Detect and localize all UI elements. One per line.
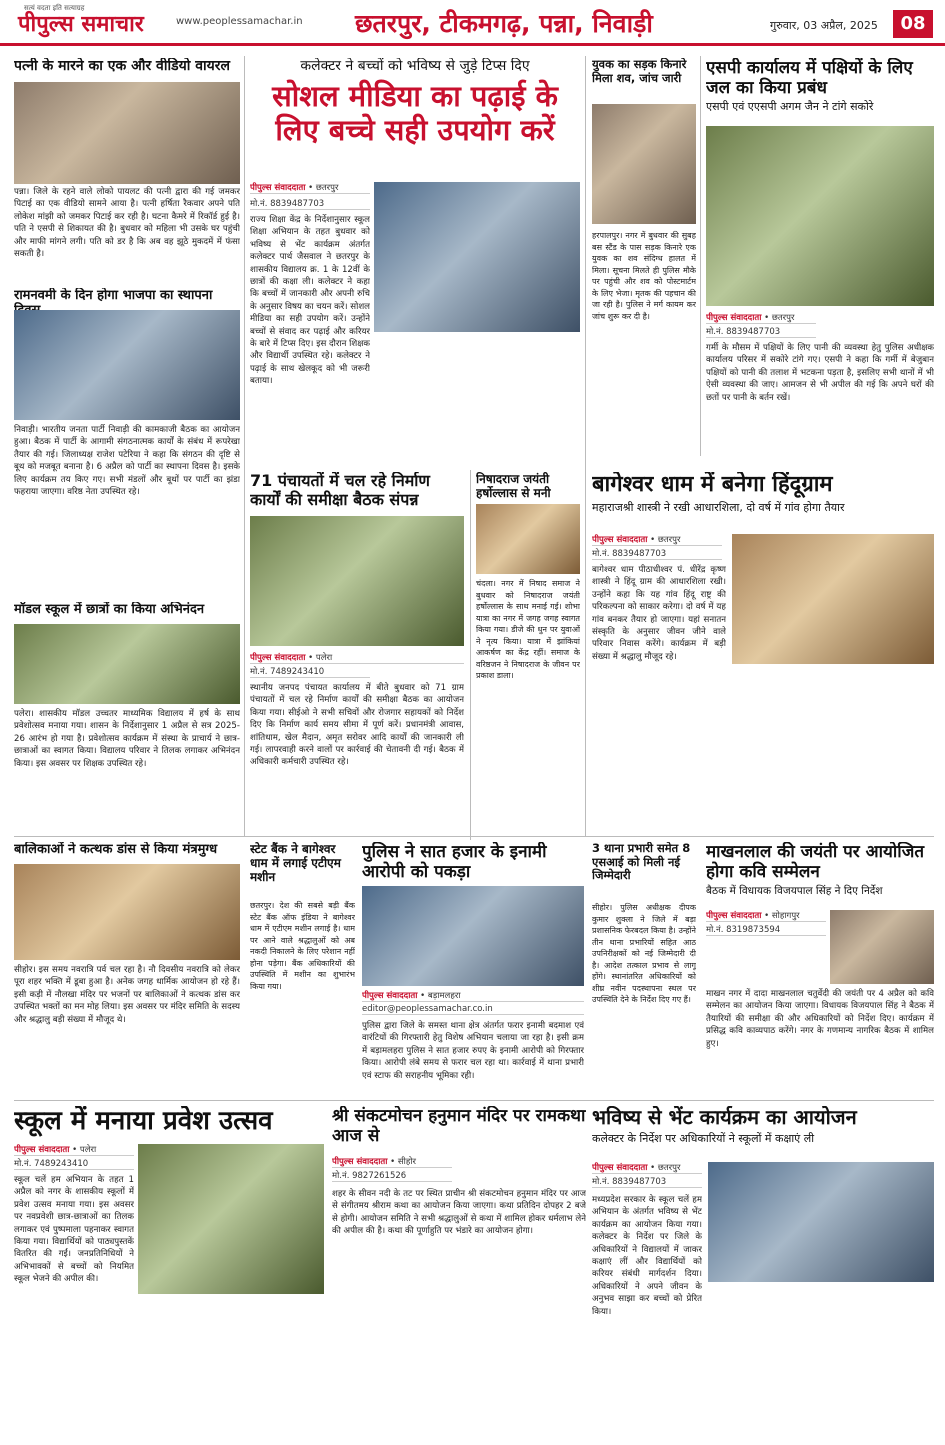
headline: 3 थाना प्रभारी समेत 8 एसआई को मिली नई जिम्मेदारी — [592, 842, 691, 883]
kicker: कलेक्टर ने बच्चों को भविष्य से जुड़े टिप्स दिए — [300, 58, 530, 74]
mobile-number: मो.नं. 8839487703 — [592, 1176, 702, 1188]
byline: पीपुल्स संवाददाता • पलेरा — [14, 1144, 134, 1156]
story-thana — [592, 842, 696, 1092]
headline: बागेश्वर धाम में बनेगा हिंदूग्राम — [592, 472, 833, 497]
story-body: सीहोर। इस समय नवरात्रि पर्व चल रहा है। नौ दिवसीय नवरात्रि को लेकर पूरा शहर भक्ति में डूबा हुआ है। अनेक जगह धार्मिक आयोजन हो रहे हैं। इसी कड़ी में नौलखा मंदिर पर भजनों पर बालिकाओं ने कत्थक डांस कर उपस्थित भक्तों का मन मोह लिया। इस अवसर पर मंदिर समिति के सदस्य और श्रद्धालु बड़ी संख्या में मौजूद थे। — [14, 965, 240, 1025]
mobile-number: मो.नं. 7489243410 — [250, 666, 370, 678]
story-photo — [14, 82, 240, 184]
byline: पीपुल्स संवाददाता • छतरपुर — [250, 182, 370, 194]
mobile-number: मो.नं. 8319873594 — [706, 924, 826, 936]
story-body: माखन नगर में दादा माखनलाल चतुर्वेदी की जयंती पर 4 अप्रैल को कवि सम्मेलन का आयोजन किया जाएगा। विधायक विजयपाल सिंह ने बैठक में तैयारियों की समीक्षा की और अधिकारियों को निर्देश दिए। कार्यक्रम में प्रसिद्ध कवि काव्यपाठ करेंगे। नगर के गणमान्य नागरिक बैठक में शामिल हुए। — [706, 989, 934, 1049]
story-body: बागेश्वर धाम पीठाधीश्वर पं. धीरेंद्र कृष्ण शास्त्री ने हिंदू ग्राम की आधारशिला रखी। उन्होंने कहा कि यह गांव हिंदू राष्ट्र की परिकल्पना को साकार करेगा। दो वर्ष में यह गांव बनकर तैयार हो जाएगा। यहां सनातन संस्कृति के अनुसार जीवन जीने वाले परिवार निवास करेंगे। कार्यक्रम में बड़ी संख्या में श्रद्धालु मौजूद रहे। — [592, 565, 726, 662]
headline: युवक का सड़क किनारे मिला शव, जांच जारी — [592, 58, 687, 85]
headline: 71 पंचायतों में चल रहे निर्माण कार्यों की समीक्षा बैठक संपन्न — [250, 472, 430, 509]
story-bjp — [14, 288, 240, 598]
story-praveshotsav — [14, 1106, 324, 1436]
newspaper-logo: पीपुल्स समाचार — [18, 12, 144, 37]
mobile-number: मो.नं. 8839487703 — [706, 326, 816, 338]
story-body: गर्मी के मौसम में पक्षियों के लिए पानी की व्यवस्था हेतु पुलिस अधीक्षक कार्यालय परिसर में सकोरे टांगे गए। एसपी ने कहा कि गर्मी में बेजुबान पक्षियों को पानी की तलाश में भटकना पड़ता है, इसलिए सभी थानों में भी ऐसी व्यवस्था की जाए। आमजन से भी अपील की गई कि अपने घरों की छतों पर पानी के बर्तन रखें। — [706, 343, 934, 403]
story-body: स्कूल चलें हम अभियान के तहत 1 अप्रैल को नगर के शासकीय स्कूलों में प्रवेश उत्सव मनाया गया। इस अवसर पर नवप्रवेशी छात्र-छात्राओं का तिलक लगाकर एवं पुष्पमाला पहनाकर स्वागत किया गया। विद्यार्थियों को पाठ्यपुस्तकें वितरित की गईं। जनप्रतिनिधियों ने अभिभावकों से बच्चों को नियमित स्कूल भेजने की अपील की। — [14, 1175, 134, 1285]
story-body: शहर के सीवन नदी के तट पर स्थित प्राचीन श्री संकटमोचन हनुमान मंदिर पर आज से संगीतमय श्रीराम कथा का आयोजन किया जाएगा। कथा प्रतिदिन दोपहर 2 बजे से होगी। आयोजन समिति ने सभी श्रद्धालुओं से कथा में शामिल होकर धर्मलाभ लेने की अपील की है। कथा की पूर्णाहुति पर भंडारे का आयोजन होगा। — [332, 1189, 586, 1237]
story-atm — [250, 842, 355, 1092]
website-link[interactable]: www.peoplessamachar.in — [176, 16, 303, 27]
mobile-number: मो.नं. 7489243410 — [14, 1158, 134, 1170]
story-photo — [14, 864, 240, 960]
masthead — [0, 0, 945, 46]
story-photo — [732, 534, 934, 664]
byline: पीपुल्स संवाददाता • बड़ामलहरा — [362, 990, 584, 1002]
subheadline: कलेक्टर के निर्देश पर अधिकारियों ने स्कूलों में कक्षाएं ली — [592, 1131, 815, 1145]
headline: बालिकाओं ने कत्थक डांस से किया मंत्रमुग्ध — [14, 842, 218, 857]
story-body: चंदला। नगर में निषाद समाज ने बुधवार को निषादराज जयंती हर्षोल्लास के साथ मनाई गई। शोभा यात्रा का नगर में जगह जगह स्वागत किया गया। डीजे की धुन पर युवाओं ने नृत्य किया। यात्रा में झांकियां आकर्षण का केंद्र रहीं। समाज के वरिष्ठजन ने निषादराज के जीवन पर प्रकाश डाला। — [476, 579, 580, 680]
headline: भविष्य से भेंट कार्यक्रम का आयोजन — [592, 1106, 857, 1129]
story-body: पन्ना। जिले के रहने वाले लोको पायलट की पत्नी द्वारा की गई जमकर पिटाई का एक वीडियो सामने आया है। पत्नी हर्षिता रैकवार अपने पति लोकेश मांझी को जमकर पिटाई कर रही है। घटना कैमरे में रिकॉर्ड हुई है। पति ने एसपी से शिकायत की है। बुधवार को महिला भी उसके घर पहुंची और माफी मांगने लगी। पति को डर है कि अब वह झूठे मुकदमें में फंसा सकती है। — [14, 187, 240, 260]
story-body: छतरपुर। देश की सबसे बड़ी बैंक स्टेट बैंक ऑफ इंडिया ने बागेश्वर धाम में एटीएम मशीन लगाई है। धाम पर आने वाले श्रद्धालुओं को अब नकदी निकालने के लिए परेशान नहीं होना पड़ेगा। बैंक अधिकारियों की उपस्थिति में मशीन का शुभारंभ किया गया। — [250, 901, 355, 991]
story-body: मध्यप्रदेश सरकार के स्कूल चलें हम अभियान के अंतर्गत भविष्य से भेंट कार्यक्रम का आयोजन किया गया। कलेक्टर के निर्देश पर जिले के अधिकारियों ने विद्यालयों में जाकर कक्षाएं लीं और विद्यार्थियों को करियर संबंधी मार्गदर्शन दिया। अधिकारियों ने अपने जीवन के अनुभव साझा कर बच्चों को प्रेरित किया। — [592, 1195, 702, 1317]
story-bageshwar — [592, 472, 934, 832]
story-body: स्थानीय जनपद पंचायत कार्यालय में बीते बुधवार को 71 ग्राम पंचायतों में चल रहे निर्माण कार्यों की समीक्षा बैठक का आयोजन किया गया। सीईओ ने सभी सचिवों और रोजगार सहायकों को निर्देश दिए कि निर्माण कार्य समय सीमा में पूर्ण करें। प्रधानमंत्री आवास, शांतिधाम, खेल मैदान, अमृत सरोवर आदि कार्यों की जानकारी ली गई। लापरवाही करने वालों पर कार्रवाई की चेतावनी दी गई। बैठक में अधिकारी कर्मचारी उपस्थित रहे। — [250, 683, 464, 768]
story-photo — [592, 104, 696, 224]
headline: निषादराज जयंती हर्षोल्लास से मनी — [476, 472, 551, 501]
story-ramkatha — [332, 1106, 586, 1436]
story-photo — [476, 504, 580, 574]
mobile-number: मो.नं. 9827261526 — [332, 1170, 452, 1182]
issue-date: गुरुवार, 03 अप्रैल, 2025 — [770, 19, 878, 32]
headline: श्री संकटमोचन हनुमान मंदिर पर रामकथा आज से — [332, 1106, 586, 1147]
story-panchayat — [250, 472, 464, 832]
story-photo — [14, 624, 240, 704]
subheadline: एसपी एवं एएसपी अगम जैन ने टांगे सकोरे — [706, 100, 874, 114]
story-body: पुलिस द्वारा जिले के समस्त थाना क्षेत्र अंतर्गत फरार इनामी बदमाश एवं वारंटियों की गिरफ्तारी हेतु विशेष अभियान चलाया जा रहा है। इसी क्रम में बड़ामलहरा पुलिस ने सात हजार रुपए के इनामी आरोपी को गिरफ्तार किया। आरोपी लंबे समय से फरार चल रहा था। कार्रवाई में थाना प्रभारी एवं स्टाफ की सराहनीय भूमिका रही। — [362, 1021, 584, 1081]
section-title: छतरपुर, टीकमगढ़, पन्ना, निवाड़ी — [355, 9, 653, 38]
headline: स्कूल में मनाया प्रवेश उत्सव — [14, 1106, 273, 1136]
story-body: निवाड़ी। भारतीय जनता पार्टी निवाड़ी की कामकाजी बैठक का आयोजन हुआ। बैठक में पार्टी के आगामी संगठनात्मक कार्यों के संबंध में रूपरेखा तैयार की गई। जिलाध्यक्ष राजेश पटेरिया ने कहा कि संगठन की दृष्टि से बूथ को मजबूत बनाना है। 6 अप्रैल को पार्टी का स्थापना दिवस है। इसके लिए कार्यक्रम तय किए गए। सभी मंडलों और बूथों पर पार्टी का झंडा फहराया जाएगा। वरिष्ठ नेता उपस्थित रहे। — [14, 425, 240, 498]
byline: पीपुल्स संवाददाता • सोहागपुर — [706, 910, 826, 922]
story-collector-lead — [250, 58, 580, 466]
mobile-number: मो.नं. 8839487703 — [592, 548, 722, 560]
story-body: हरपालपुर। नगर में बुधवार की सुबह बस स्टैंड के पास सड़क किनारे एक युवक का शव संदिग्ध हालत में मिला। सूचना मिलते ही पुलिस मौके पर पहुंची और शव को पोस्टमार्टम के लिए भेजा। मृतक की पहचान की जा रही है। पुलिस ने मर्ग कायम कर जांच शुरू कर दी है। — [592, 231, 696, 321]
story-nishad — [476, 472, 580, 832]
story-kathak — [14, 842, 240, 1092]
page-number: 08 — [893, 10, 933, 38]
story-police — [362, 842, 584, 1092]
byline: पीपुल्स संवाददाता • छतरपुर — [592, 534, 722, 546]
byline: पीपुल्स संवाददाता • छतरपुर — [592, 1162, 702, 1174]
story-photo — [250, 516, 464, 646]
byline: पीपुल्स संवाददाता • पलेरा — [250, 652, 464, 664]
headline: माखनलाल की जयंती पर आयोजित होगा कवि सम्मेलन — [706, 842, 925, 883]
story-photo — [362, 886, 584, 986]
headline: पत्नी के मारने का एक और वीडियो वायरल — [14, 58, 230, 74]
story-photo — [706, 126, 934, 306]
story-photo — [830, 910, 934, 984]
story-model-school — [14, 602, 240, 827]
story-body: राज्य शिक्षा केंद्र के निर्देशानुसार स्कूल शिक्षा अभियान के तहत बुधवार को भविष्य से भेंट कार्यक्रम अंतर्गत कलेक्टर पार्थ जैसवाल ने छतरपुर के शासकीय विद्यालय क्र. 1 के 12वीं के छात्रों की कक्षा ली। कलेक्टर ने कहा कि बच्चों में जानकारी और अपनी रुचि के अनुसार विषय का चयन करें। सोशल मीडिया का सही उपयोग करें। उन्होंने बच्चों से संवाद कर पढ़ाई और करियर के बारे में टिप्स दिए। इस दौरान शिक्षक और विद्यार्थी उपस्थित रहे। कलेक्टर ने पढ़ाई के साथ खेलकूद को भी जरूरी बताया। — [250, 215, 370, 387]
subheadline: बैठक में विधायक विजयपाल सिंह ने दिए निर्देश — [706, 885, 883, 898]
story-photo — [138, 1144, 324, 1294]
tagline: सत्यं वदता इति सत्याग्रह — [24, 4, 85, 12]
story-photo — [14, 310, 240, 420]
story-photo — [708, 1162, 934, 1282]
email-address: editor@peoplessamachar.co.in — [362, 1004, 584, 1015]
headline: मॉडल स्कूल में छात्रों का किया अभिनंदन — [14, 602, 205, 617]
headline: स्टेट बैंक ने बागेश्वर धाम में लगाई एटीएम मशीन — [250, 842, 341, 885]
headline: रामनवमी के दिन होगा भाजपा का स्थापना — [14, 288, 213, 303]
subheadline: महाराजश्री शास्त्री ने रखी आधारशिला, दो वर्ष में गांव होगा तैयार — [592, 500, 845, 514]
headline: सोशल मीडिया का पढ़ाई के लिए बच्चे सही उपयोग करें — [272, 78, 558, 147]
byline: पीपुल्स संवाददाता • छतरपुर — [706, 312, 816, 324]
story-makhanlal — [706, 842, 934, 1092]
headline: एसपी कार्यालय में पक्षियों के लिए जल का किया प्रबंध — [706, 58, 913, 99]
story-sp — [706, 58, 934, 468]
mobile-number: मो.नं. 8839487703 — [250, 198, 370, 210]
story-bhavishya — [592, 1106, 934, 1436]
story-yuvak — [592, 58, 696, 468]
byline: पीपुल्स संवाददाता • सीहोर — [332, 1156, 452, 1168]
story-video — [14, 58, 240, 284]
headline: पुलिस ने सात हजार के इनामी आरोपी को पकड़ा — [362, 842, 547, 883]
story-photo — [374, 182, 580, 332]
story-body: पलेरा। शासकीय मॉडल उच्चतर माध्यमिक विद्यालय में हर्ष के साथ प्रवेशोत्सव मनाया गया। शासन के निर्देशानुसार 1 अप्रैल से सत्र 2025-26 आरंभ हो गया है। प्रवेशोत्सव कार्यक्रम में संस्था के प्राचार्य ने छात्र-छात्राओं का स्वागत किया। विद्यालय परिवार ने तिलक लगाकर अभिनंदन किया। इस अवसर पर शिक्षक उपस्थित रहे। — [14, 709, 240, 769]
story-body: सीहोर। पुलिस अधीक्षक दीपक कुमार शुक्ला ने जिले में बड़ा प्रशासनिक फेरबदल किया है। उन्होंने तीन थाना प्रभारियों सहित आठ उपनिरीक्षकों को नई जिम्मेदारी दी है। आदेश तत्काल प्रभाव से लागू होंगे। स्थानांतरित अधिकारियों को शीघ्र नवीन पदस्थापना स्थल पर उपस्थिति देने के निर्देश दिए गए हैं। — [592, 903, 696, 1004]
